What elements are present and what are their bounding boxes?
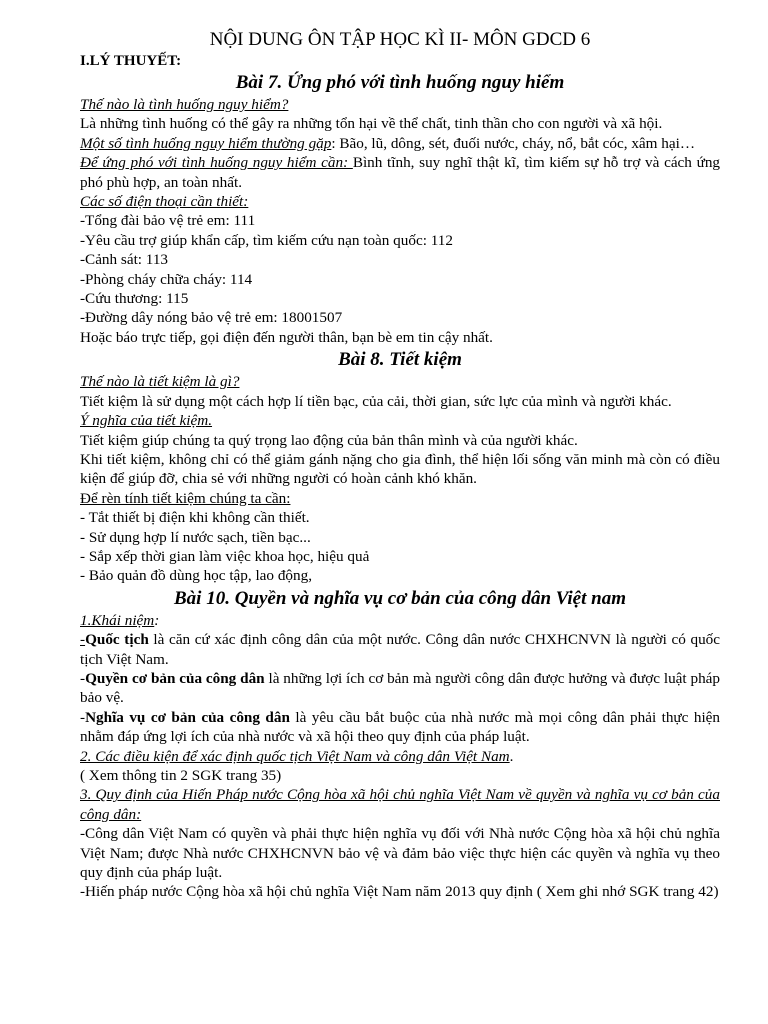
concept-text: là những lợi ích cơ bản mà người công dân được hưởng và được luật pháp bảo vệ.: [80, 669, 720, 707]
list-item: - Sử dụng hợp lí nước sạch, tiền bạc...: [80, 528, 311, 546]
section-heading-theory: I.LÝ THUYẾT:: [80, 53, 182, 69]
question-text: Thế nào là tình huống nguy hiểm?: [80, 96, 289, 113]
lesson10-heading: Bài 10. Quyền và nghĩa vụ cơ bản của công dân Việt nam: [174, 587, 626, 609]
lesson8-question-3: [80, 489, 720, 508]
lesson10-note: ( Xem thông tin 2 SGK trang 35): [80, 767, 282, 784]
concept-rights: [80, 669, 720, 708]
phone-item: -Đường dây nóng bảo vệ trẻ em: 18001507: [80, 309, 343, 327]
concept-text: là yêu cầu bắt buộc của nhà nước mà mọi công dân phải thực hiện nhằm đáp ứng lợi ích của nhà nước và xã hội theo quy định của pháp luật.: [80, 708, 720, 746]
question-text: Để rèn tính tiết kiệm chúng ta cần:: [80, 489, 291, 507]
question-text: Thế nào là tiết kiệm là gì?: [80, 373, 240, 391]
lesson7-paragraph-2: [80, 134, 720, 153]
phone-item: -Yêu cầu trợ giúp khẩn cấp, tìm kiếm cứu nạn toàn quốc: 112: [80, 231, 453, 249]
answer-text: Bình tĩnh, suy nghĩ thật kĩ, tìm kiếm sự hỗ trợ và cách ứng phó phù hợp, an toàn nhất.: [80, 154, 721, 191]
subsection-colon: :: [154, 611, 160, 629]
concept-dash: -: [80, 631, 86, 649]
document-title: NỘI DUNG ÔN TẬP HỌC KÌ II- MÔN GDCD 6: [209, 29, 591, 50]
phone-item: -Tổng đài bảo vệ trẻ em: 111: [80, 212, 256, 230]
lesson7-question-4: [80, 192, 720, 211]
lesson8-answer-2b: Khi tiết kiệm, không chỉ có thể giảm gánh nặng cho gia đình, thể hiện lối sống văn minh mà còn có điều kiện để giúp đỡ, chia sẻ với những người có hoàn cảnh khó khăn.: [80, 450, 720, 488]
answer-text: : Bão, lũ, dông, sét, đuối nước, cháy, nổ, bắt cóc, xâm hại…: [331, 134, 696, 152]
question-text: Ý nghĩa của tiết kiệm.: [80, 412, 213, 430]
lesson7-closing: Hoặc báo trực tiếp, gọi điện đến người thân, bạn bè em tin cậy nhất.: [80, 328, 493, 346]
subsection-dot: .: [509, 747, 514, 765]
lesson10-paragraph-3a: -Công dân Việt Nam có quyền và phải thực hiện nghĩa vụ đối với Nhà nước Cộng hòa xã hội chủ nghĩa Việt Nam; được Nhà nước CHXHCNVN bảo vệ và đảm bảo việc thực hiện các quyền và nghĩa vụ theo quy định của pháp luật.: [80, 825, 720, 882]
lesson7-paragraph-3: [80, 153, 720, 192]
phone-item: -Cứu thương: 115: [80, 290, 189, 308]
list-item: - Tắt thiết bị điện khi không cần thiết.: [80, 509, 310, 527]
phone-item: -Phòng cháy chữa cháy: 114: [80, 270, 253, 288]
question-text: Các số điện thoại cần thiết:: [80, 193, 249, 211]
lesson10-subsection-1: [80, 611, 720, 630]
lesson7-heading: Bài 7. Ứng phó với tình huống nguy hiểm: [235, 72, 565, 93]
lesson10-subsection-3: [80, 785, 720, 824]
lesson8-answer-1: Tiết kiệm là sử dụng một cách hợp lí tiền bạc, của cải, thời gian, sức lực của mình và người khác.: [80, 392, 672, 410]
subsection-label: 2. Các điều kiện để xác định quốc tịch Việt Nam và công dân Việt Nam: [80, 747, 510, 765]
concept-term: Nghĩa vụ cơ bản của công dân: [85, 708, 290, 726]
lesson8-question-2: [80, 411, 720, 430]
list-item: - Sắp xếp thời gian làm việc khoa học, hiệu quả: [80, 547, 370, 565]
lesson8-question-1: [80, 372, 720, 391]
lesson8-answer-2a: Tiết kiệm giúp chúng ta quý trọng lao động của bản thân mình và của người khác.: [80, 431, 578, 449]
concept-dash: -: [80, 669, 86, 687]
phone-item: -Cảnh sát: 113: [80, 251, 169, 269]
lesson8-heading: Bài 8. Tiết kiệm: [338, 349, 462, 371]
lesson10-paragraph-3b: -Hiến pháp nước Cộng hòa xã hội chủ nghĩa Việt Nam năm 2013 quy định ( Xem ghi nhớ SGK trang 42): [80, 883, 719, 901]
concept-citizenship: [80, 630, 720, 669]
list-item: - Bảo quản đồ dùng học tập, lao động,: [80, 567, 312, 585]
subsection-label: 1.Khái niệm: [80, 611, 155, 629]
concept-term: Quốc tịch: [85, 631, 149, 649]
lesson7-question-1: [80, 95, 720, 114]
lesson7-answer-1: Là những tình huống có thể gây ra những tổn hại về thể chất, tinh thần cho con người và xã hội.: [80, 115, 663, 133]
concept-duties: [80, 708, 720, 747]
question-text: Một số tình huống nguy hiểm thường gặp: [80, 134, 332, 152]
concept-text: là căn cứ xác định công dân của một nước. Công dân nước CHXHCNVN là người có quốc tịch Việt Nam.: [80, 631, 721, 668]
lesson10-subsection-2: [80, 747, 720, 766]
concept-dash: -: [80, 708, 86, 726]
question-text: Để ứng phó với tình huống nguy hiểm cần:: [80, 154, 353, 172]
subsection-label: 3. Quy định của Hiến Pháp nước Cộng hòa xã hội chủ nghĩa Việt Nam về quyền và nghĩa vụ cơ bản của công dân:: [80, 786, 720, 823]
concept-term: Quyền cơ bản của công dân: [85, 669, 265, 687]
